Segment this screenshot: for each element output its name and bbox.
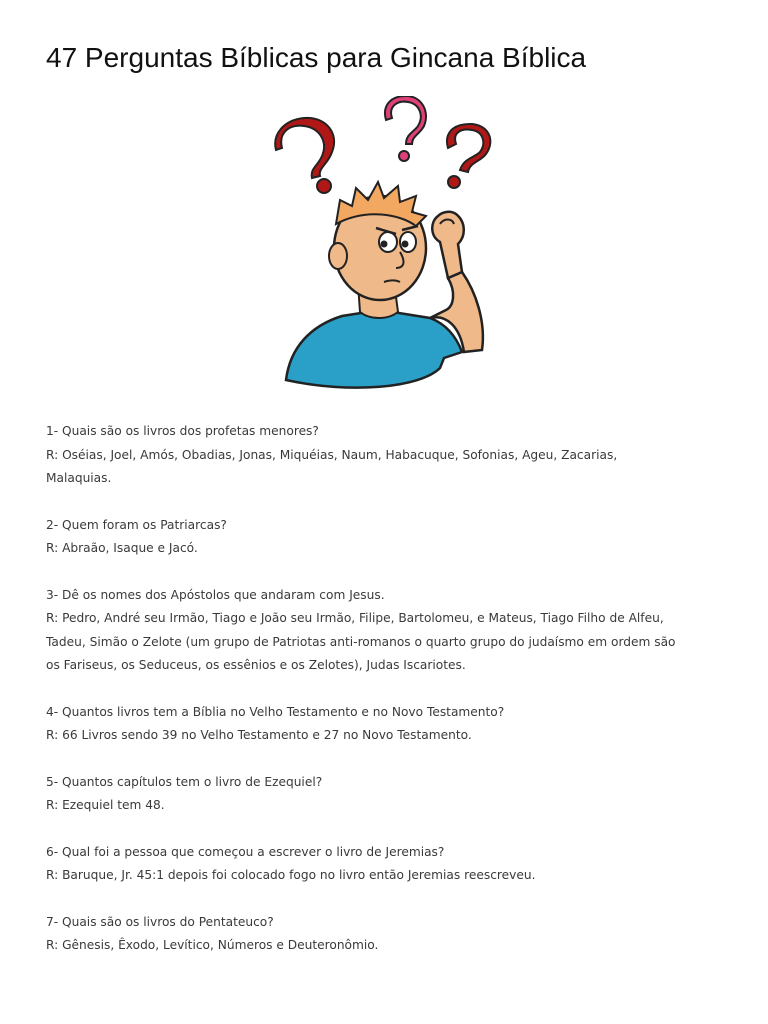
question-list xyxy=(46,420,736,981)
qa-item xyxy=(46,420,736,491)
qa-item xyxy=(46,911,736,958)
qa-item xyxy=(46,771,736,818)
question-text: 1- Quais são os livros dos profetas menores? xyxy=(46,424,319,438)
answer-text: R: Ezequiel tem 48. xyxy=(46,798,165,812)
answer-text: R: Gênesis, Êxodo, Levítico, Números e Deuteronômio. xyxy=(46,938,379,952)
question-text: 3- Dê os nomes dos Apóstolos que andaram com Jesus. xyxy=(46,587,385,602)
page-title: 47 Perguntas Bíblicas para Gincana Bíblica xyxy=(46,42,587,73)
answer-text: R: Pedro, André seu Irmão, Tiago e João seu Irmão, Filipe, Bartolomeu, e Mateus, Tiago Filho de Alfeu, xyxy=(46,611,664,625)
question-text: 6- Qual foi a pessoa que começou a escrever o livro de Jeremias? xyxy=(46,844,445,859)
answer-text: os Fariseus, os Seduceus, os essênios e os Zelotes), Judas Iscariotes. xyxy=(46,658,466,672)
question-mark-left-icon xyxy=(275,118,334,193)
question-text: 4- Quantos livros tem a Bíblia no Velho Testamento e no Novo Testamento? xyxy=(46,704,505,719)
answer-text: R: Baruque, Jr. 45:1 depois foi colocado fogo no livro então Jeremias reescreveu. xyxy=(46,868,536,882)
question-text: 2- Quem foram os Patriarcas? xyxy=(46,517,227,532)
question-text: 7- Quais são os livros do Pentateuco? xyxy=(46,914,274,929)
answer-text: R: 66 Livros sendo 39 no Velho Testamento e 27 no Novo Testamento. xyxy=(46,728,472,742)
question-mark-middle-icon xyxy=(385,96,426,161)
qa-item xyxy=(46,841,736,888)
qa-item xyxy=(46,514,736,561)
qa-item xyxy=(46,701,736,748)
qa-item xyxy=(46,584,736,678)
answer-text: R: Abraão, Isaque e Jacó. xyxy=(46,541,198,555)
confused-person-with-question-marks-icon xyxy=(270,96,500,396)
question-mark-right-icon xyxy=(447,124,490,188)
answer-text: Malaquias. xyxy=(46,471,112,485)
answer-text: Tadeu, Simão o Zelote (um grupo de Patriotas anti-romanos o quarto grupo do judaísmo em ordem são xyxy=(46,634,676,649)
question-text: 5- Quantos capítulos tem o livro de Ezequiel? xyxy=(46,774,323,789)
answer-text: R: Oséias, Joel, Amós, Obadias, Jonas, Miquéias, Naum, Habacuque, Sofonias, Ageu, Zacarias, xyxy=(46,447,618,462)
illustration-svg xyxy=(270,96,500,396)
